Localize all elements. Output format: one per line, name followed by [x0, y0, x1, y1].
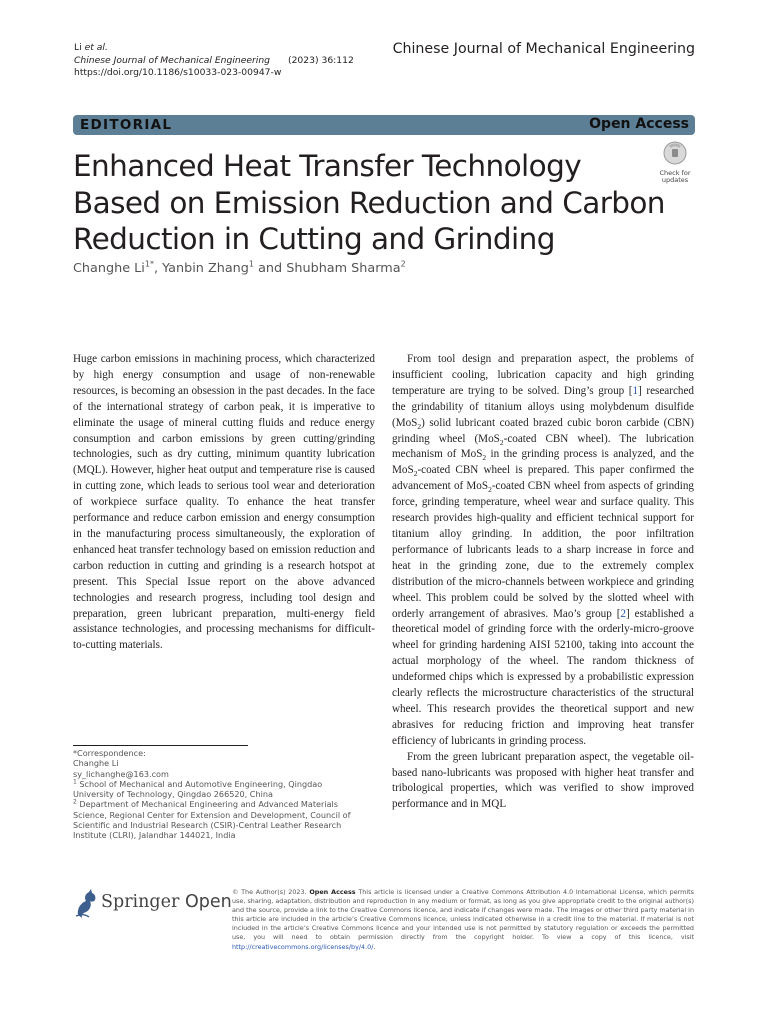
- footnote-divider: [73, 745, 248, 746]
- paragraph: From the green lubricant preparation aspect, the vegetable oil-based nano-lubricants was proposed with higher heat transfer and tribological properties, which was verified to show improved performance and in MQL: [392, 750, 694, 811]
- paragraph: From tool design and preparation aspect, the problems of insufficient cooling, lubrication capacity and high grinding temperature are trying to be solved. Ding’s group [1] researched the grindability of titanium alloys using molybdenum disulfide (MoS$_2$) solid lubricant coated brazed cubic boron carbide (CBN) grinding wheel (MoS$_2$-coated CBN wheel). The lubrication mechanism of MoS$_2$ in the grinding process is analyzed, and the MoS$_2$-coated CBN wheel is prepared. This paper confirmed the advancement of MoS$_2$-coated CBN wheel from aspects of grinding force, grinding temperature, wheel wear and surface quality. This research provides high-quality and efficient technical support for titanium alloy grinding. In addition, the poor infiltration performance of lubricants leads to a sharp increase in force and heat in the grinding zone, due to the extremely complex distribution of the micro-channels between workpiece and grinding wheel. This problem could be solved by the slotted wheel with orderly arrangement of abrasives. Mao’s group [2] established a theoretical model of grinding force with the orderly-micro-groove wheel for grinding hardening AISI 52100, taking into account the actual morphology of the wheel. The random thickness of undeformed chips which is expressed by a probabilistic expression clearly reflects the microstructure characteristics of the structural wheel. This research provides the theoretical support and new abrasives for reducing friction and improving heat transfer efficiency of lubricants in grinding process.: [392, 353, 695, 747]
- body-column-right: [392, 352, 694, 813]
- correspondence-name: Changhe Li: [73, 758, 119, 769]
- open-access-label: Open Access: [589, 116, 689, 132]
- affiliation-2: $^2$ Department of Mechanical Engineering and Advanced Materials Science, Regional Center for Extension and Development, Council of Scientific and Industrial Research (CSIR)-Central Leather Research Institute (CLRI), Jalandhar 144021, India: [73, 798, 351, 841]
- author-list: Changhe $Li^{1*}$, Yanbin Zhang$^1$ and Shubham Sharma$^2$: [73, 259, 406, 276]
- springer-horse-icon: [73, 888, 99, 920]
- running-authors: Li et al.: [74, 42, 108, 53]
- license-link[interactable]: http://creativecommons.org/licenses/by/4.0/: [232, 942, 374, 951]
- footnotes: [73, 748, 363, 841]
- author-name[interactable]: Shubham Sharma: [286, 261, 401, 276]
- paragraph: Huge carbon emissions in machining process, which characterized by high energy consumption and usage of non-renewable resources, is becoming an obsession in the past decades. In the face of the international strategy of carbon peak, it is imperative to eliminate the usage of mineral cutting fluids and reduce energy consumption and carbon emissions by green cutting/grinding technologies, such as dry cutting, minimum quantity lubrication (MQL). However, higher heat output and temperature rise is caused in cutting zone, which leads to serious tool wear and deterioration of workpiece surface quality. To enhance the heat transfer performance and reduce carbon emission and energy consumption in the manufacturing process simultaneously, the exploration of enhanced heat transfer technology based on emission reduction and carbon reduction in cutting and grinding is a research hotspot at present. This Special Issue report on the above advanced technologies and research progress, including tool design and preparation, green lubricant preparation, multi-energy field assistance technologies, and processing mechanisms for difficult-to-cutting materials.: [73, 353, 375, 652]
- article-title: Enhanced Heat Transfer Technology Based on Emission Reduction and Carbon Reduction in Cutting and Grinding: [73, 149, 665, 256]
- correspondence-email[interactable]: sy_lichanghe@163.com: [73, 768, 169, 779]
- running-journal: Chinese Journal of Mechanical Engineering (2023) 36:112: [74, 54, 354, 66]
- author-name[interactable]: Yanbin Zhang: [162, 261, 249, 276]
- check-updates-icon: [663, 141, 687, 165]
- license-notice: © The Author(s) 2023. Open Access This article is licensed under a Creative Commons Attribution 4.0 International License, which permits use, sharing, adaptation, distribution and reproduction in any medium or format, as long as you give appropriate credit to the original author(s) and the source, provide a link to the Creative Commons licence, and indicate if changes were made. The images or other third party material in this article are included in the article’s Creative Commons licence, unless indicated otherwise in a credit line to the material. If material is not included in the article’s Creative Commons licence and your intended use is not permitted by statutory regulation or exceeds the permitted use, you will need to obtain permission directly from the copyright holder. To view a copy of this licence, visit http://creativecommons.org/licenses/by/4.0/.: [232, 888, 694, 951]
- author-name[interactable]: Changhe Li: [73, 261, 145, 276]
- reference-link[interactable]: 1: [632, 384, 639, 397]
- article-type: EDITORIAL: [80, 117, 173, 133]
- logo-wordmark: Springer Open: [101, 892, 232, 912]
- affiliation-1: $^1$ School of Mechanical and Automotive Engineering, Qingdao University of Technology, Qingdao 266520, China: [73, 778, 323, 800]
- reference-link[interactable]: 2: [620, 607, 626, 620]
- article-type-bar: [73, 115, 695, 135]
- body-column-left: [73, 352, 375, 654]
- citation-block: [74, 42, 354, 80]
- check-for-updates-badge[interactable]: [656, 141, 694, 184]
- journal-name: Chinese Journal of Mechanical Engineering: [392, 41, 695, 57]
- doi-link[interactable]: https://doi.org/10.1186/s10033-023-00947-w: [74, 67, 282, 79]
- correspondence-label: *Correspondence:: [73, 748, 146, 758]
- check-updates-text: Check for updates: [659, 169, 691, 184]
